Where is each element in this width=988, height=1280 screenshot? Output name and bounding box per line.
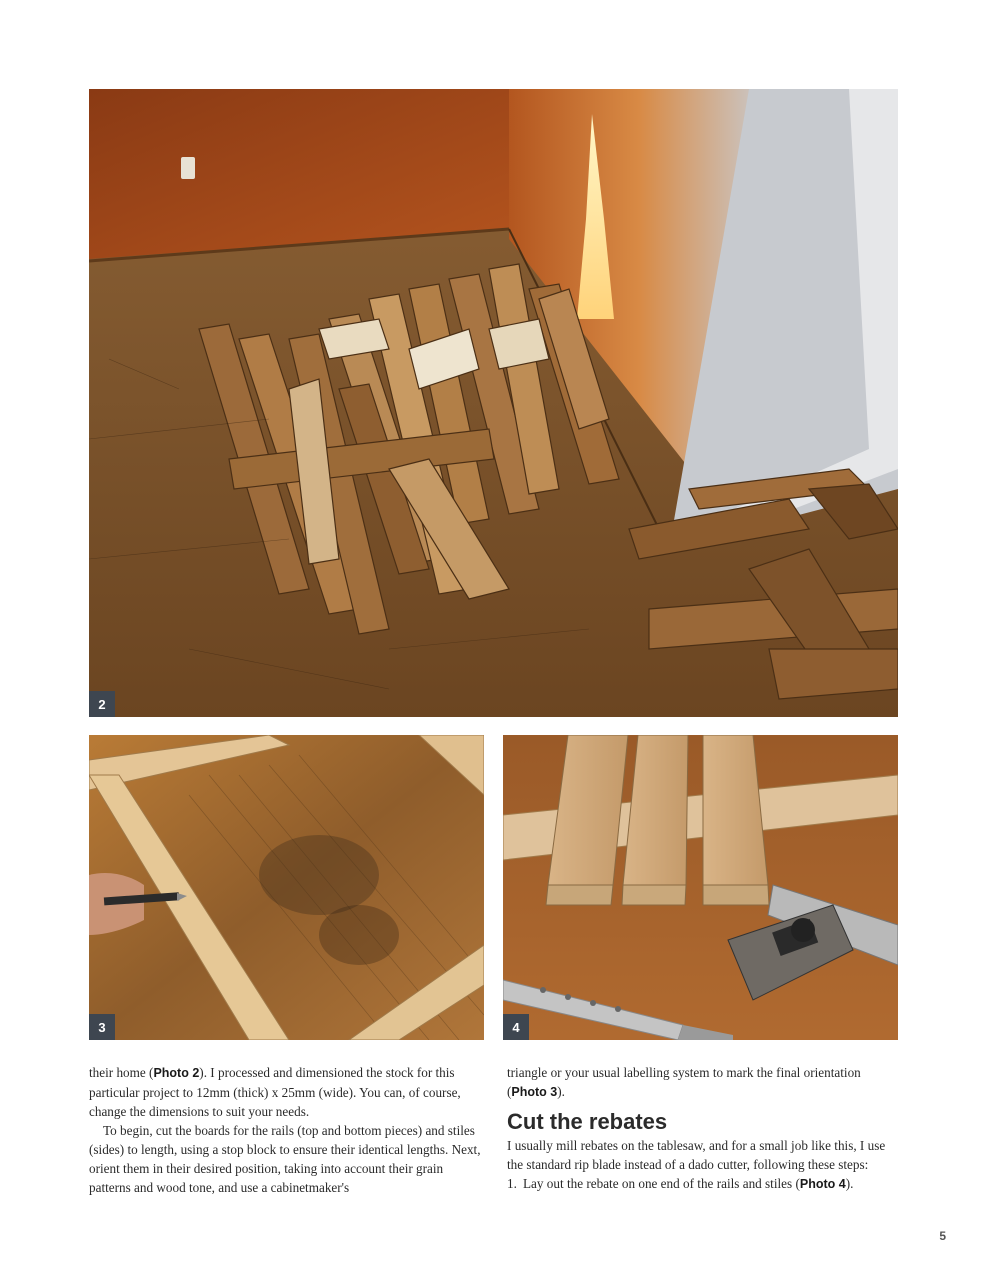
photo-number-badge: 4 [503,1014,529,1040]
paragraph: I usually mill rebates on the tablesaw, and for a small job like this, I use the standard rip blade instead of a dado cutter, following these steps: [507,1138,886,1172]
page-number: 5 [939,1229,946,1243]
photo-wood-pile [89,89,898,717]
step-number: 1. [507,1176,517,1191]
photo-rails-and-square [503,735,898,1040]
list-item: 1. Lay out the rebate on one end of the rails and stiles (Photo 4). [507,1174,899,1194]
photo-reference: Photo 2 [153,1066,200,1080]
photo-marking-frame [89,735,484,1040]
paragraph: their home (Photo 2). I processed and dimensioned the stock for this particular project to 12mm (thick) x 25mm (wide). You can, of course, change the dimensions to suit your needs. [89,1065,461,1119]
left-text-column [89,1063,484,1197]
paragraph: To begin, cut the boards for the rails (top and bottom pieces) and stiles (sides) to length, using a stop block to ensure their identical lengths. Next, orient them in their desired position, taking into account their grain patterns and wood tone, and use a cabinetmaker's [89,1123,481,1195]
photo-reference: Photo 4 [799,1177,846,1191]
section-heading: Cut the rebates [507,1109,668,1134]
paragraph: triangle or your usual labelling system to mark the final orientation (Photo 3). [507,1065,861,1099]
photo-number-badge: 3 [89,1014,115,1040]
right-text-column [507,1063,899,1194]
photo-number-badge: 2 [89,691,115,717]
photo-reference: Photo 3 [511,1085,558,1099]
